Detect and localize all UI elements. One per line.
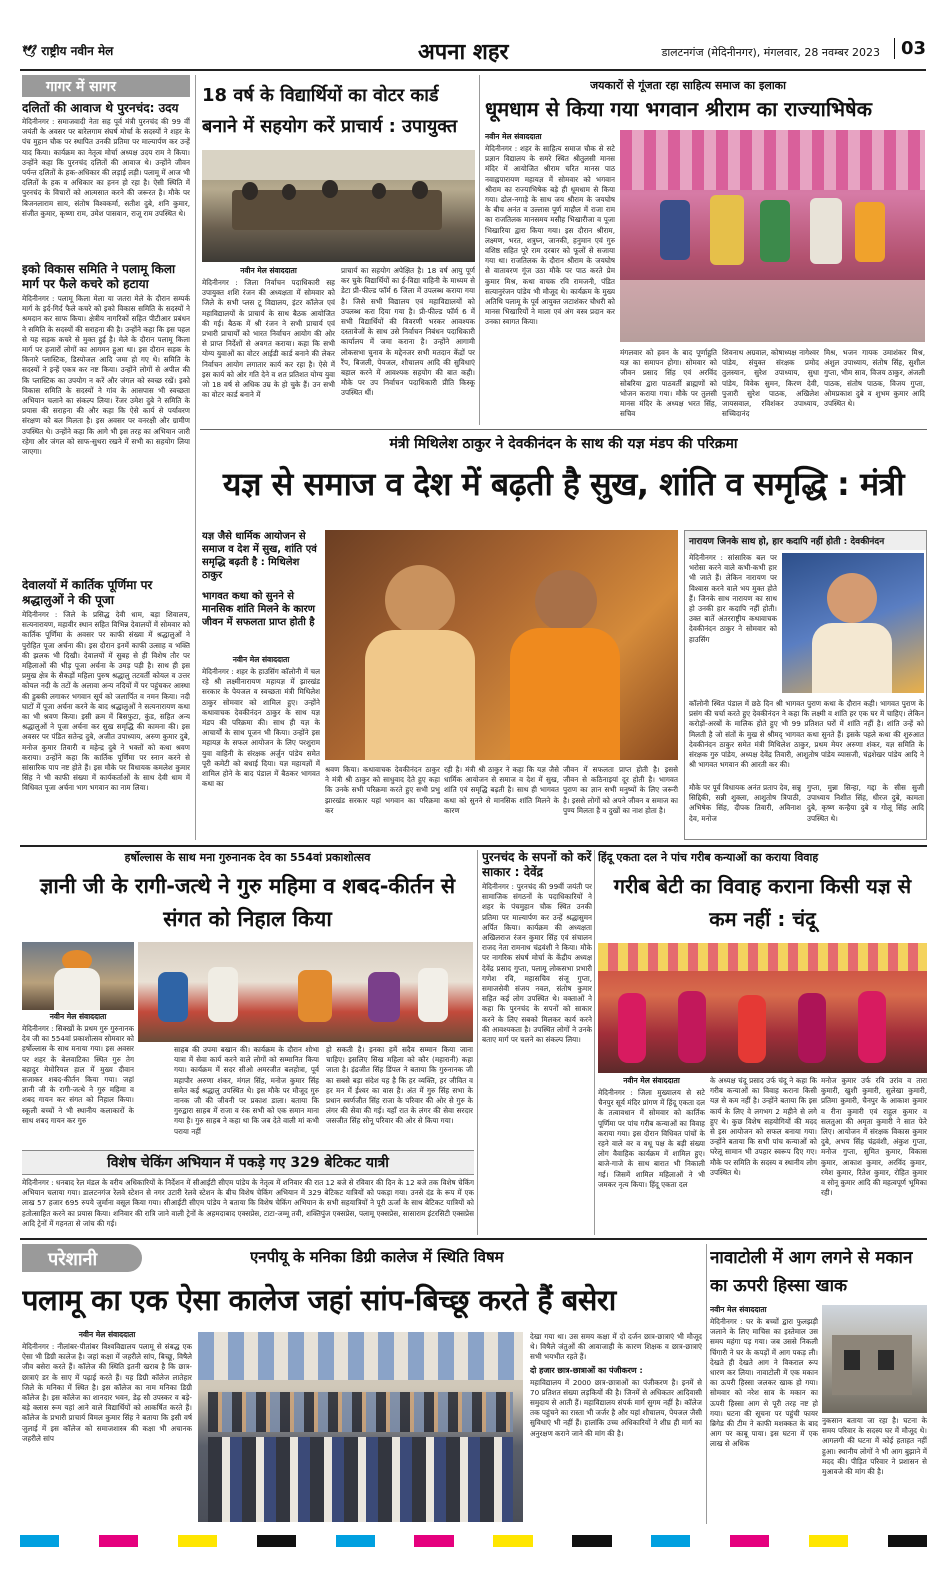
column-rule — [195, 75, 196, 840]
guru-col-2 — [174, 1045, 319, 1147]
yajna-quotes — [202, 530, 320, 650]
voter-col-1 — [202, 266, 335, 426]
college-col-1 — [22, 1330, 192, 1520]
headline: देवालयों में कार्तिक पूर्णिमा पर श्रद्धालुओं ने की पूजा — [22, 578, 153, 607]
story-body: देखा गया था। उस समय कक्षा में दो दर्जन छात्र-छात्राएं भी मौजूद थे। विषैले जंतुओं की आवाजाही के कारण शिक्षक व छात्र-छात्राएं सभी भयभीत रहते हैं। — [530, 1332, 702, 1362]
ram-col-4 — [824, 348, 925, 428]
headline: पुरनचंद के सपनों को करें साकार : देवेंद्र — [482, 850, 592, 879]
story-body: मिश्र, भजन गायक उमाशंकर मिश्र, अंशुल उपाध्याय, संतोष सिंह, सुशील गुप्ता, भीम साव, विजय ठाकुर, अंजली पाठक, संतोष पाठक, विजय गुप्ता, ओमप्रकाश दुबे व शुभम कुमार आदि उपस्थित थे। — [824, 348, 925, 409]
kirtan-photo — [138, 942, 473, 1042]
guru-col-3 — [326, 1045, 473, 1147]
purnchand-story — [482, 850, 592, 1235]
fire-house-photo — [822, 1305, 927, 1413]
ram-col-2 — [620, 348, 717, 428]
story-body: मेदिनीनगर : नीलांबर-पीतांबर विश्वविद्यालय पलामू से संबद्ध एक ऐसा भी डिग्री कालेज है। जहां कक्षा में जहरीले सांप, बिच्छू, विषैले जीव बसेरा करते हैं। कॉलेज की स्थिति इतनी खराब है कि छात्र-छात्राएं डर के साए में पढ़ाई करते हैं। यह डिग्री कॉलेज लातेहार जिले के मनिका में स्थित है। इस कॉलेज का नाम मनिका डिग्री कॉलेज है। इस कॉलेज का शानदार भवन, डेढ़ सौ उपस्कर व बड़े-बड़े क्लास रूम यहां आने वाले विद्यार्थियों को आकर्षित करते हैं। कॉलेज के प्रभारी प्राचार्य विमल कुमार सिंह ने बताया कि इसी वर्ष जुलाई में इस कॉलेज को समाजशास्त्र की कक्षा भी अचानक जहरीले सांप — [22, 1342, 192, 1443]
vivah-col-1 — [598, 1076, 705, 1234]
story-body: मेदिनीनगर : धनबाद रेल मंडल के वरीय अधिकारियों के निर्देशन में सीआईटी सीएम पांडेय के नेतृत्व में शनिवार की रात 12 बजे से रविवार की दिन के 12 बजे तक विशेष चेकिंग अभियान चलाया गया। डालटनगंज रेलवे स्टेशन से नगर उटारी रेलवे स्टेशन के बीच विशेष चेकिंग अभियान में 329 बेटिकट यात्रियों को पकड़ा गया। उनसे दंड के रूप में एक लाख 57 हजार 695 रुपये जुर्माना वसूल किया गया। सीआईटी सीएम पांडेय ने बताया कि विशेष चेकिंग अभियान के सभी सहयात्रियों ने पूरी ऊर्जा के साथ बेटिकट यात्रियों को हतोत्साहित करने का प्रयास किया। शनिवार की रात्रि जाने वाली ट्रेनों के अहमदाबाद एक्सप्रेस, टाटा-जम्मू तवी, शक्तिपुंज एक्सप्रेस, पलामू एक्सप्रेस, सासाराम इंटरसिटी एक्सप्रेस आदि ट्रेनों में गहनता से जांच की गई। — [22, 1178, 474, 1228]
story-body: मनोज कुमार उर्फ रवि उरांव व तारा कुमारी, खुशी कुमारी, सुलेखा कुमारी, प्रतिमा कुमारी, चैनपुर के आकाश कुमार व रीना कुमारी एवं राहुल कुमार व सलतुआ की अमृता कुमारी ने सात फेरे लिए। आयोजन में संरक्षक विकास कुमार दुबे, अभय सिंह चंद्रवंशी, अंकुश गुप्ता, मनोज गुप्ता, सुमित कुमार, विकास कुमार, आकाश कुमार, अरविंद कुमार, रमेश कुमार, रितेश कुमार, रोहित कुमार व सोनू कुमार आदि की महत्वपूर्ण भूमिका रही। — [821, 1076, 927, 1198]
byline: नवीन मेल संवाददाता — [623, 1076, 680, 1085]
narayan-box — [684, 530, 927, 840]
story-body: मेदिनीनगर : सिक्खों के प्रथम गुरु गुरुनानक देव जी का 554वां प्रकाशोत्सव सोमवार को हर्षोल्लास के साथ मनाया गया। इस अवसर पर शहर के बेलवाटिका स्थित गुरु तेग बहादुर मेमोरियल हाल में मुख्य दीवान सजाकर शबद-कीर्तन किया गया। जहां ज्ञानी जी के रागी-जत्थे ने गुरु महिमा व शबद गायन कर संगत को निहाल किया। स्कूली बच्चों ने भी स्थानीय कलाकारों के साथ शबद गायन कर गुरु — [22, 1024, 134, 1125]
page-number: 03 — [894, 38, 926, 59]
story-body: मंगलवार को हवन के बाद पूर्णाहुति यज्ञ का समापन होगा। सोमवार को जीवन प्रसाद सिंह एवं अरविंद सोबरिया द्वारा पाठवर्ती ब्राह्मणों को भोजन कराया गया। मौके पर तुलसी मानस मंदिर के अध्यक्ष भरत सिंह, सचिव — [620, 348, 717, 419]
story-body: के अध्यक्ष चंदू प्रसाद उर्फ चंदू ने कहा कि गरीब कन्याओं का विवाह कराना किसी यज्ञ से कम नहीं है। उन्होंने बताया कि इस कार्य के लिए वे लगभग 2 महीने से लगे हुए थे। कुछ विशेष सहयोगियों की मदद से इस आयोजन को सफल बनाया गया। उन्होंने बताया कि सभी पांच कन्याओं को घरेलू सामान भी उपहार स्वरूप दिए गए। मौके पर समिति के सदस्य व स्थानीय लोग उपस्थित थे। — [710, 1076, 817, 1177]
color-registration-bar — [20, 1535, 927, 1547]
story-body: शिवनाथ अग्रवाल, कोषाध्यक्ष नागेश्वर पांडेय, संयुक्त संरक्षक प्रमोद तुलस्यान, सुरेश उपाध्याय, सुधा पांडेय, विवेक सुमन, किरण देवी, पुजारी सुरेश पाठक, अखिलेश जायसवाल, रविशंकर उपाध्याय, सच्चिदानंद — [722, 348, 819, 419]
yajna-col-2 — [325, 765, 440, 840]
ram-col-1 — [485, 132, 615, 342]
bird-icon: 🕊 — [22, 44, 38, 58]
guru-col-1 — [22, 1012, 134, 1147]
story-body: रही है। मंत्री श्री ठाकुर ने कहा कि यज्ञ जैसे धार्मिक आयोजन से समाज व देश में सुख, शांति एवं समृद्धि बढ़ती है। साथ ही भागवत कथा को सुनने से मानसिक शांति मिलने के कारण — [444, 765, 559, 815]
story-body: मौके पर पूर्व विधायक अनंत प्रताप देव, सन्नू सिद्दिकी, सन्नी शुक्ला, आशुतोष त्रिपाठी, अभिषेक सिंह, दीपक तिवारी, अविनाश देव, मनोज — [689, 783, 801, 823]
column-rule — [594, 850, 595, 1235]
fire-col-1 — [710, 1305, 818, 1523]
divider — [20, 1238, 927, 1240]
story-body: मेदिनीनगर : जिला निर्वाचन पदाधिकारी सह उपायुक्त शशि रंजन की अध्यक्षता में सोमवार को जिले के सभी प्लस टू विद्यालय, इंटर कॉलेज एवं महाविद्यालयों के प्राचार्य के साथ बैठक आयोजित की गई। बैठक में श्री रंजन ने सभी प्राचार्य एवं प्रभारी प्राचार्यों को भारत निर्वाचन आयोग की ओर से प्राप्त निर्देशों से अवगत कराया। कहा कि सभी योग्य युवाओं का वोटर आईडी कार्ड बनाने की लेकर निर्वाचन आयोग लगातार कार्य कर रहा है। ऐसे में इस कार्य को ओर गति देने व शत प्रतिशत योग्य युवा जो 18 वर्ष से अधिक उम्र के हो चुके हैं। उन सभी का वोटर कार्ड बनाने में — [202, 278, 335, 400]
column-rule — [479, 75, 480, 425]
byline: नवीन मेल संवाददाता — [485, 132, 542, 141]
fire-col-2 — [822, 1416, 927, 1523]
masthead — [18, 36, 928, 68]
brief-temple — [22, 578, 190, 840]
college-group-photo — [198, 1332, 523, 1522]
yajna-headline: यज्ञ से समाज व देश में बढ़ती है सुख, शांति व समृद्धि : मंत्री — [222, 465, 905, 503]
story-body: हो सकती है। इनका हमें सदैव सम्मान किया जाना चाहिए। इसलिए सिख महिला को कौर (महारानी) कहा जाता है। इंद्रजीत सिंह डिंपल ने बताया कि गुरुनानक जी का सबसे बड़ा संदेश यह है कि हर व्यक्ति, हर जीवित व हर मन में ईश्वर का वास है। अंत में गुरु सिंह सभा के प्रधान स्वर्णजीत सिंह राजा के परिवार की ओर से गुरु के लंगर की सेवा की गई। यहाँ रात के लंगर की सेवा सरदार जसजीत सिंह सोनू परिवार की ओर से किया गया। — [326, 1045, 473, 1126]
ram-kicker: जयकारों से गूंजता रहा साहित्य समाज का इलाका — [590, 79, 786, 92]
yajna-col-4 — [563, 765, 678, 840]
college-col-2 — [530, 1332, 702, 1522]
yajna-photo — [325, 530, 678, 760]
byline: नवीन मेल संवाददाता — [232, 655, 290, 664]
pull-quote: यज्ञ जैसे धार्मिक आयोजन से समाज व देश में सुख, शांति एवं समृद्धि बढ़ती है : मिथिलेश ठाकुर — [202, 531, 317, 581]
guru-headline: ज्ञानी जी के रागी-जत्थे ने गुरु महिमा व शबद-कीर्तन से संगत को निहाल किया — [39, 874, 456, 931]
ram-headline: धूमधाम से किया गया भगवान श्रीराम का राज्याभिषेक — [485, 97, 872, 121]
story-body: नुकसान बताया जा रहा है। घटना के समय परिवार के सदस्य घर में मौजूद थे। आगलगी की घटना में कोई हताहत नहीं हुआ। स्थानीय लोगों ने भी आग बुझाने में मदद की। पीड़ित परिवार ने प्रशासन से मुआवजे की मांग की है। — [822, 1416, 927, 1477]
story-body: मेदिनीनगर : पुरनचंद की 99वीं जयंती पर सामाजिक संगठनों के पदाधिकारियों ने शहर के पंचमुहान चौक स्थित उनकी प्रतिमा पर माल्यार्पण कर उन्हें श्रद्धासुमन अर्पित किया। कार्यक्रम की अध्यक्षता अखिलराज रंजन कुमार सिंह एवं संचालन राजद नेता रामनाथ चंद्रवंशी ने किया। मौके पर नागरिक संघर्ष मोर्चा के केंद्रीय अध्यक्ष देवेंद्र प्रसाद गुप्ता, पलामू लोकसभा प्रभारी गणेश रवि, महासचिव संजू गुप्ता, समाजसेवी संजय नवल, संतोष कुमार सहित कई लोग उपस्थित थे। वक्ताओं ने कहा कि पुरनचंद के सपनों को साकार करने के लिए सबको मिलकर कार्य करने की आवश्यकता है। उपस्थित लोगों ने उनके बताए मार्ग पर चलने का संकल्प लिया। — [482, 882, 592, 1045]
byline: नवीन मेल संवाददाता — [710, 1305, 767, 1314]
paper-logo — [22, 42, 113, 59]
column-rule — [477, 850, 478, 1235]
pareshani-tag: परेशानी — [22, 1244, 142, 1272]
paper-name: राष्ट्रीय नवीन मेल — [41, 44, 114, 58]
story-body: जीवन में सफलता प्राप्त होती है। इससे जीवन से कठिनाइयां दूर होती है। भागवत पुराण का ज्ञान सभी मनुष्यों के लिए जरूरी है। इससे लोगों को अपने जीवन व समाज का पुण्य मिलता है व दुखों का नाश होता है। — [563, 765, 678, 815]
story-body: मेदिनीनगर : सांसारिक बल पर भरोसा करने वाले कभी-कभी हार भी जाते हैं। लेकिन नारायण पर विश्वास करने वाले भय मुक्त होते हैं। जिनके साथ नारायण का साथ हो उनकी हार कदापि नहीं होती। उक्त बातें अंतरराष्ट्रीय कथावाचक देवकीनंदन ठाकुर ने सोमवार को हाउसिंग — [689, 553, 777, 644]
vivah-col-3 — [821, 1076, 927, 1234]
wedding-photo — [598, 943, 927, 1073]
story-body: मेदिनीनगर : घर के बच्चों द्वारा फुलझड़ी जलाने के लिए माचिस का इस्तेमाल उस समय महंगा पड़ गया। जब उससे निकली चिंगारी ने घर के कपड़ों में आग पकड़ ली। देखते ही देखते आग ने विकराल रूप धारण कर लिया। नावाटोली में एक मकान का ऊपरी हिस्सा जलकर खाक हो गया। सोमवार को नरेश साव के मकान का ऊपरी हिस्सा आग से पूरी तरह नष्ट हो गया। घटना की सूचना पर पहुंची फायर ब्रिगेड की टीम ने काफी मशक्कत के बाद आग पर काबू पाया। इस घटना में एक लाख से अधिक — [710, 1317, 818, 1449]
brief-eco — [22, 262, 190, 572]
headline: इको विकास समिति ने पलामू किला मार्ग पर फैले कचरे को हटाया — [22, 262, 176, 291]
story-body: महाविद्यालय में 2000 छात्र-छात्राओं का पंजीकरण है। इनमें से 70 प्रतिशत संख्या लड़कियों की है। जिनमें से अधिकतर आदिवासी समुदाय से आती हैं। महाविद्यालय संपर्क मार्ग सुगम नहीं है। कॉलेज तक पहुंचने का रास्ता भी जर्जर है और यहां शौचालय, पेयजल जैसी सुविधाएं भी नहीं हैं। हालांकि उच्च अधिकारियों ने शीघ्र ही मार्ग का अनुरक्षण कराने जाने की मांग की है। — [530, 1377, 702, 1438]
voter-headline: 18 वर्ष के विद्यार्थियों का वोटर कार्ड बनाने में सहयोग करें प्राचार्य : उपायुक्त — [202, 85, 458, 137]
story-body: गुप्ता, मुन्ना सिन्हा, गद्दा के सीस सुजी उपाध्याय निशीत सिंह, धीरज दुबे, कामता दुबे, कृष्ण कन्हैया दुबे व गोलू सिंह आदि उपस्थित थे। — [807, 783, 924, 823]
byline: नवीन मेल संवाददाता — [49, 1012, 107, 1021]
checking-headline: विशेष चेकिंग अभियान में पकड़े गए 329 बेटिकट यात्री — [22, 1150, 474, 1175]
headline: दलितों की आवाज थे पुरनचंद: उदय — [22, 101, 179, 115]
divider — [200, 429, 927, 430]
brief-dalit — [22, 101, 190, 255]
story-body: मेदिनीनगर : शहर के साहित्य समाज चौक से सटे प्रज्ञान विद्यालय के समरे स्थित श्रीतुलसी मानस मंदिर में आयोजित श्रीराम चरित मानस पाठ नवाह्नपारायण महायज्ञ में सोमवार को भगवान श्रीराम का राज्याभिषेक बड़े ही धूमधाम से किया गया। ढोल-नगाड़े के साथ जय श्रीराम के जयघोष के बीच अनंत व उल्लास पूर्ण माहौल में राजा राम का राजतिलक मानसमय मसीह भिखारीजा व पूजा भिखारिया द्वारा किया गया। इस दौरान श्रीराम, लक्ष्मण, भरत, शत्रुघ्न, जानकी, हनुमान एवं गुरु वशिष्ठ सहित पूरे राम दरबार को फूलों से सजाया गया था। राजतिलक के दौरान श्रीराम के जयघोष से वातावरण गूंज उठा मौके पर पाठ करते प्रेम कुमार मिश्र, कथा वाचक रवि रामजनी, पंडित सत्यानुरंजन पांडेय भी मौजूद थे। कार्यक्रम के मुख्य अतिथि पलामू के पूर्व आयुक्त जटाशंकर चौधरी को मानस भिखारियों ने माला एवं अंग वस्त्र प्रदान कर उनका स्वागत किया। — [485, 144, 615, 327]
yajna-kicker: मंत्री मिथिलेश ठाकुर ने देवकीनंदन के साथ की यज्ञ मंडप की परिक्रमा — [389, 436, 738, 452]
college-headline: पलामू का एक ऐसा कालेज जहां सांप-बिच्छू करते हैं बसेरा — [22, 1283, 616, 1317]
fire-headline: नावाटोली में आग लगने से मकान का ऊपरी हिस्सा खाक — [710, 1248, 913, 1296]
divider — [20, 845, 927, 847]
story-body: मेदिनीनगर : जिले के प्रसिद्ध देवी धाम, बड़ा शिवालय, सत्यनारायण, महावीर स्थान सहित विभिन्न देवालयों में सोमवार को कार्तिक पूर्णिमा के अवसर पर काफी संख्या में श्रद्धालुओं ने पुरोहित पूजा अर्चना की। इस दौरान इनमें काफी उत्साह व भक्ति की झलक भी दिखी। देवालयों में सुबह से ही विशेष तौर पर महिलाओं की भीड़ पूजा अर्चना के उमड़ पड़ी है। साथ ही इस प्रमुख क्षेत्र के सैकड़ों महिला पुरुष श्रद्धालु तटवर्ती कोयल व उत्तर कोयल नदी के तटों के अलावा अन्य नदियों में पर पहुंचकर आस्था की डुबकी लगाकर भगवान सूर्य को जलार्पित व नमन किया। नदी घाटों में पूजा अर्चना करने के बाद श्रद्धालुओं ने सत्यनारायण कथा का भी श्रवण किया। इसी क्रम में बिसफुटा, कुंड, सहित अन्य श्रद्धालुओं ने पूजा अर्चना कर सुख समृद्धि की कामना की। इस अवसर पर पंडित सतेन्द्र दुबे, अजीत उपाध्याय, अरुण कुमार दुबे, मनोज कुमार तिवारी व महेन्द्र दुबे ने भक्तों को कथा श्रवण कराया। उन्होंने कहा कि कार्तिक पूर्णिमा पर स्नान करने से सांसारिक पाप नष्ट होते हैं। इस मौके पर विधायक कमलेश कुमार सिंह ने भी काफी संख्या में कार्यकर्ताओं के साथ देवी धाम में विधिवत पूजा अर्चना भाग भगवान का नाम लिया। — [22, 610, 190, 793]
devkinandan-photo — [782, 553, 924, 693]
pull-quote: भागवत कथा को सुनने से मानसिक शांति मिलने के कारण जीवन में सफलता प्राप्त होती है — [202, 591, 315, 628]
story-body: कॉलोनी स्थित पंडाल में छठे दिन श्री भागवत पुराण कथा के दौरान कही। भागवत पुराण के प्रसंग की चर्चा करते हुए देवकीनंदन ने कहा कि लक्ष्मी व शांति हर एक घर में चाहिए। लेकिन करोड़ों-अरबों के मालिक होते हुए भी 99 प्रतिशत घरों में शांति नहीं है। शांति उन्हें को मिलती है जो संतों के मुख से श्रीमद् भागवत कथा सुनते हैं। इसके पहले कथा की शुरुआत देवकीनंदन ठाकुर समेत मंत्री मिथिलेश ठाकुर, प्रथम मेयर अरुणा शंकर, यज्ञ समिति के संरक्षक गुरु पांडेय, अध्यक्ष देवेंद्र तिवारी, आशुतोष पांडेय व्यासजी, चंद्रशेखर पांडेय आदि ने श्री भागवत भगवान की आरती कर की। — [689, 699, 924, 770]
dateline: डालटनगंज (मेदिनीनगर), मंगलवार, 28 नवम्बर 2023 — [661, 46, 880, 59]
story-body: मेदिनीनगर : शहर के हाउसिंग कॉलोनी में चल रहे श्री लक्ष्मीनारायण महायज्ञ में झारखंड सरकार के पेयजल व स्वच्छता मंत्री मिथिलेश ठाकुर सोमवार को शामिल हुए। उन्होंने कथावाचक देवकीनंदन ठाकुर के साथ यज्ञ मंडप की परिक्रमा की। साथ ही यज्ञ के आचार्यों के साथ पूजन भी किया। उन्होंने इस महायज्ञ के सफल आयोजन के लिए परशुराम युवा वाहिनी के संरक्षक अर्जुन पांडेय समेत पूरी कमेटी को बधाई दिया। यज्ञ महायज्ञों में शामिल होने के बाद पंडाल में बैठकर भागवत कथा का — [202, 667, 320, 789]
vivah-col-2 — [710, 1076, 817, 1234]
ram-col-3 — [722, 348, 819, 428]
story-body: साहब की उपमा बखान की। कार्यक्रम के दौरान शोभा यात्रा में सेवा कार्य करने वाले लोगों को सम्मानित किया गया। कार्यक्रम में सदर सीओ अमरजीत बलहोत्रा, पूर्व महापौर अरुणा शंकर, मंगल सिंह, मनोज कुमार सिंह समेत कई श्रद्धालु उपस्थित थे। इस मौके पर मौजूद गुरु नानक जी की जीवनी पर प्रकाश डाला। बताया कि गुरुद्वारा साहब में राजा व रंक सभी को एक समान माना गया है। गुरु साहब ने कहा था कि जब देते वाली मां कभी पराया नहीं — [174, 1045, 319, 1136]
story-body: प्राचार्य का सहयोग अपेक्षित है। 18 वर्ष आयु पूर्ण कर चुके विद्यार्थियों का ई-विद्या वाहिनी के माध्यम से डेटा प्री-फील्ड फॉर्म 6 जिला में उपलब्ध कराया गया है। जिसे सभी विद्यालय एवं महाविद्यालयों को उपलब्ध करा दिया गया है। प्री-फील्ड फॉर्म 6 में सभी विद्यार्थियों की विवरणी भरकर आवश्यक दस्तावेजों के साथ उसे निर्वाचन निबंधन पदाधिकारी कार्यालय में जमा कराना है। उन्होंने आगामी लोकसभा चुनाव के मद्देनजर सभी मतदान केंद्रों पर रैंप, बिजली, पेयजल, शौचालय आदि की सुविधाएं बहाल करने में आवश्यक सहयोग की बात कही। मौके पर उप निर्वाचन पदाधिकारी प्रीति किस्कू उपस्थित थीं। — [341, 266, 475, 398]
meeting-photo — [202, 150, 475, 262]
ram-darbar-photo — [620, 130, 925, 342]
vivah-headline: गरीब बेटी का विवाह कराना किसी यज्ञ से कम नहीं : चंदू — [613, 874, 912, 931]
yajna-col-1 — [202, 655, 320, 840]
subhead: दो हजार छात्र-छात्राओं का पंजीकरण : — [530, 1365, 643, 1375]
masthead-rule — [20, 69, 926, 71]
byline: नवीन मेल संवाददाता — [240, 266, 297, 275]
story-body: श्रवण किया। कथावाचक देवकीनंदन ठाकुर ने मंत्री श्री ठाकुर को साधुवाद देते हुए कहा कि उनके सभी परिक्रमा करते हुए सभी प्रभु झारखंड सरकार यहां भगवान का परिक्रमा कर — [325, 765, 440, 815]
voter-col-2 — [341, 266, 475, 426]
narayan-kicker: नारायण जिनके साथ हो, हार कदापि नहीं होती : देवकीनंदन — [685, 531, 926, 550]
checking-box — [22, 1150, 474, 1233]
section-title: अपना शहर — [418, 40, 509, 65]
story-body: मेदिनीनगर : पलामू किला मेला या जतरा मेले के दौरान सम्पर्क मार्ग के इर्द-गिर्द फैले कचरे को इको विकास समिति के सदस्यों ने श्रमदान कर साफ किया। क्षेत्रीय नागरिकों सहित पीटीआर प्रबंधन ने समिति के सदस्यों की सराहना की है। उन्होंने कहा कि इस पहल से यह सड़क कचरे से मुक्त हुई है। मेले के दौरान पलामू किला मार्ग पर हजारों लोगों का आगमन हुआ था। इस दौरान सड़क के किनारे प्लास्टिक, डिस्पोजल आदि जमा हो गए थे। समिति के सदस्यों ने इन्हें एकत्र कर नष्ट किया। उन्होंने लोगों से अपील की कि प्लास्टिक का उपयोग न करें और जंगल को स्वच्छ रखें। इको विकास समिति के सदस्यों ने गांव के आसपास भी स्वच्छता अभियान चलाने का संकल्प लिया। रेंजर उमेश दुबे ने समिति के प्रयास की सराहना की और कहा कि ऐसे कार्य से पर्यावरण संरक्षण को बल मिलता है। इस अवसर पर वनरक्षी और ग्रामीण उपस्थित थे। उन्होंने कहा कि आगे भी इस तरह का अभियान जारी रहेगा और जंगल को साफ-सुथरा रखने में सभी का सहयोग लिया जाएगा। — [22, 294, 190, 457]
college-kicker: एनपीयू के मनिका डिग्री कालेज में स्थिति विषम — [250, 1248, 504, 1266]
guru-kicker: हर्षोल्लास के साथ मना गुरुनानक देव का 554वां प्रकाशोत्सव — [124, 851, 371, 864]
section-tag: गागर में सागर — [22, 75, 190, 97]
story-body: मेदिनीनगर : समाजवादी नेता सह पूर्व मंत्री पुरनचंद की 99 वीं जयंती के अवसर पर बारेलगाम संघर्ष मोर्चा के सदस्यों ने शहर के पंच मुहान चौक पर स्थापित उनकी प्रतिमा पर माल्यार्पण कर उन्हें याद किया। कार्यक्रम का नेतृत्व मोर्चा अध्यक्ष उदय राम ने किया। उन्होंने कहा कि पुरनचंद दलितों की आवाज थे। उन्होंने जीवन पर्यन्त दलितों के हक-अधिकार की लड़ाई लड़ी। पलामू में आज भी दलितों के हक व अधिकार का हनन हो रहा है। ऐसी स्थिति में पुरनचंद के विचारों को आत्मसात करने की जरूरत है। मौके पर बिजनलाराम साय, संतोष विश्वकर्मा, सतीश दुबे, शनि कुमार, संजीत कुमार, कृष्णा राम, उमेश पासवान, राजू राम उपस्थित थे। — [22, 117, 190, 218]
story-body: मेदिनीनगर : जिला मुख्यालय से सटे चैनपुर सूर्य मंदिर प्रांगण में हिंदू एकता दल के तत्वावधान में सोमवार को कार्तिक पूर्णिमा पर पांच गरीब कन्याओं का विवाह कराया गया। इस दौरान विधिवत पांचों के रहने वाले वर व वधू पक्ष के बड़ी संख्या लोग वैवाहिक कार्यक्रम में शामिल हुए। बाजे-गाजे के साथ बारात भी निकाली गई। जिसमें शामिल महिलाओं ने भी जमकर नृत्य किया। हिंदू एकता दल — [598, 1088, 705, 1189]
vivah-kicker: हिंदू एकता दल ने पांच गरीब कन्याओं का कराया विवाह — [598, 851, 819, 864]
singer-photo — [22, 942, 134, 1010]
column-rule — [706, 1244, 707, 1524]
byline: नवीन मेल संवाददाता — [78, 1330, 136, 1339]
yajna-col-3 — [444, 765, 559, 840]
